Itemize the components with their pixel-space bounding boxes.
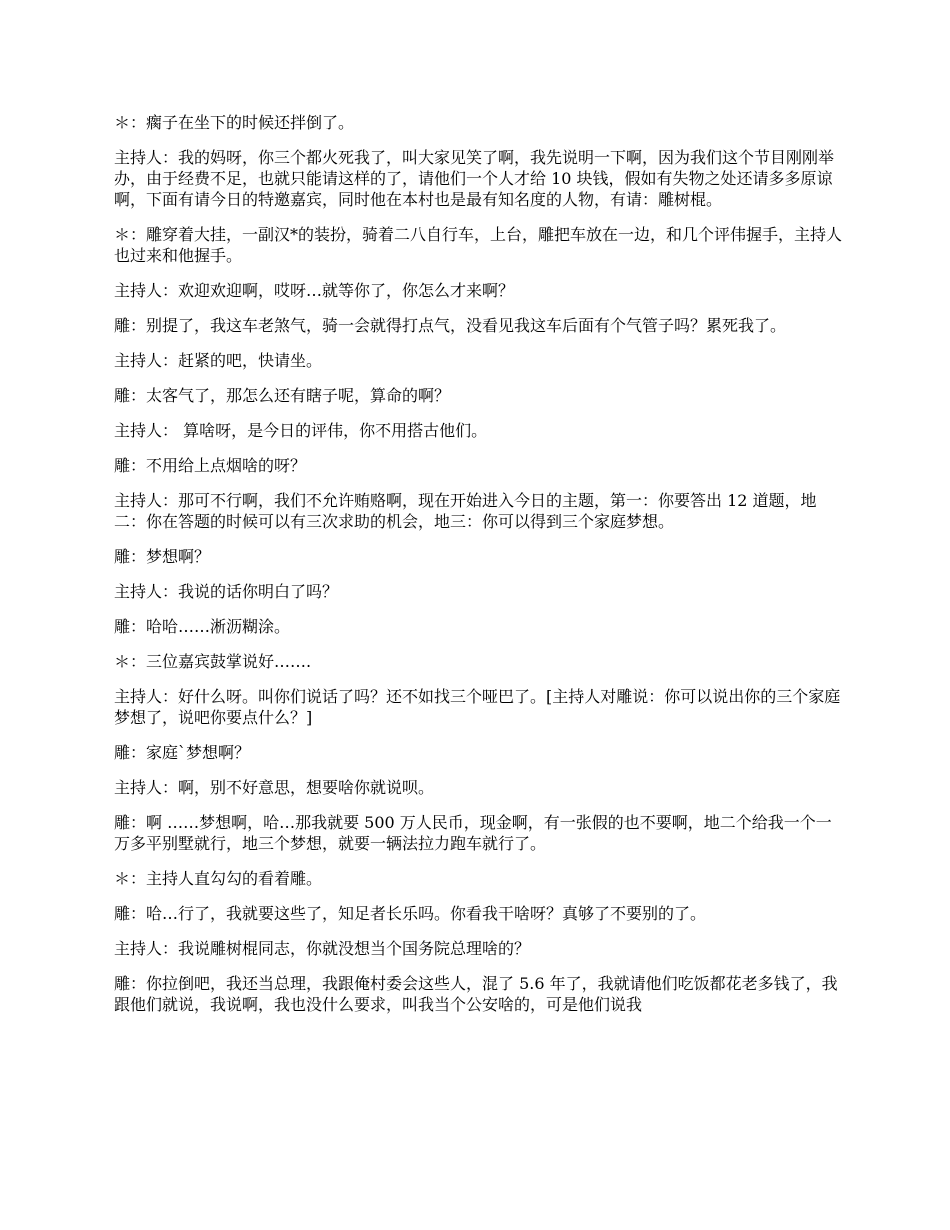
paragraph: 雕：别提了，我这车老煞气，骑一会就得打点气，没看见我这车后面有个气管子吗？累死我了。 bbox=[114, 316, 787, 335]
paragraph: 雕：啊 ……梦想啊，哈…那我就要 500 万人民币，现金啊，有一张假的也不要啊，地二个给我一个一万多平别墅就行，地三个梦想，就要一辆法拉力跑车就行了。 bbox=[114, 813, 832, 853]
document-page bbox=[114, 112, 844, 1029]
paragraph: 主持人：我说的话你明白了吗？ bbox=[114, 582, 339, 601]
paragraph: ＊：雕穿着大挂，一副汉*的装扮，骑着二八自行车，上台，雕把车放在一边，和几个评伟握手，主持人也过来和他握手。 bbox=[114, 225, 843, 265]
paragraph: 主持人：我的妈呀，你三个都火死我了，叫大家见笑了啊，我先说明一下啊，因为我们这个节目刚刚举办，由于经费不足，也就只能请这样的了，请他们一个人才给 10 块钱，假如有失物之处还请多多原谅啊，下面有请今日的特邀嘉宾，同时他在本村也是最有知名度的人物，有请：雕树棍。 bbox=[114, 148, 835, 209]
paragraph: ＊：三位嘉宾鼓掌说好……. bbox=[114, 652, 312, 671]
paragraph: 主持人：欢迎欢迎啊，哎呀…就等你了，你怎么才来啊？ bbox=[114, 281, 515, 300]
paragraph: 雕：梦想啊？ bbox=[114, 547, 211, 566]
paragraph: 主持人：赶紧的吧，快请坐。 bbox=[114, 351, 323, 370]
paragraph: 雕：家庭`梦想啊？ bbox=[114, 743, 251, 762]
paragraph: 雕：你拉倒吧，我还当总理，我跟俺村委会这些人，混了 5.6 年了，我就请他们吃饭都花老多钱了，我跟他们就说，我说啊，我也没什么要求，叫我当个公安啥的，可是他们说我 bbox=[114, 974, 838, 1014]
paragraph: 主持人：那可不行啊，我们不允许贿赂啊，现在开始进入今日的主题，第一：你要答出 12 道题，地二：你在答题的时候可以有三次求助的机会，地三：你可以得到三个家庭梦想。 bbox=[114, 491, 817, 531]
paragraph: 雕：哈…行了，我就要这些了，知足者长乐吗。你看我干啥呀？真够了不要别的了。 bbox=[114, 904, 707, 923]
paragraph: 雕：太客气了，那怎么还有瞎子呢，算命的啊？ bbox=[114, 386, 451, 405]
paragraph: 主持人：好什么呀。叫你们说话了吗？还不如找三个哑巴了。[主持人对雕说：你可以说出你的三个家庭梦想了，说吧你要点什么？] bbox=[114, 687, 841, 727]
paragraph: 雕：不用给上点烟啥的呀？ bbox=[114, 456, 307, 475]
paragraph: 主持人：我说雕树棍同志，你就没想当个国务院总理啥的？ bbox=[114, 939, 531, 958]
paragraph: ＊：主持人直勾勾的看着雕。 bbox=[114, 869, 323, 888]
paragraph: 主持人：啊，别不好意思，想要啥你就说呗。 bbox=[114, 778, 435, 797]
paragraph: ＊：瘸子在坐下的时候还拌倒了。 bbox=[114, 113, 355, 132]
paragraph: 雕：哈哈……淅沥糊涂。 bbox=[114, 617, 291, 636]
paragraph: 主持人： 算啥呀，是今日的评伟，你不用搭古他们。 bbox=[114, 421, 488, 440]
